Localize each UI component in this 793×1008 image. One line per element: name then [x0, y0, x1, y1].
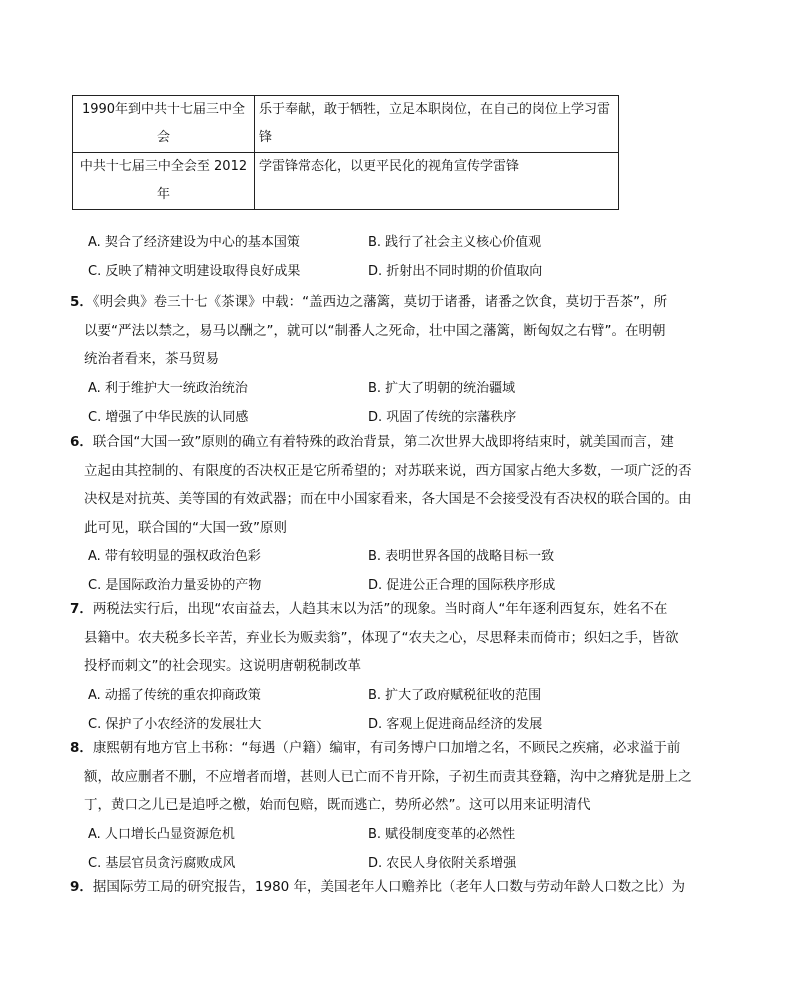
question-5 — [70, 288, 730, 432]
option-b[interactable]: B. 扩大了政府赋税征收的范围 — [368, 687, 542, 703]
option-d[interactable]: D. 农民人身依附关系增强 — [368, 855, 517, 871]
stem-line: 两税法实行后，出现“农亩益去，人趋其末以为活”的现象。当时商人“年年逐利西复东，姓名不在 — [92, 601, 668, 617]
option-d[interactable]: D. 客观上促进商品经济的发展 — [368, 716, 543, 732]
stem-line: 投杼而刺文”的社会现实。这说明唐朝税制改革 — [84, 658, 361, 674]
stem-line: 丁，黄口之儿已是追呼之檄，始而包赔，既而逃亡，势所必然”。这可以用来证明清代 — [84, 797, 591, 813]
question-stem — [70, 873, 730, 902]
question-number: 9． — [70, 879, 93, 895]
option-b[interactable]: B. 扩大了明朝的统治疆域 — [368, 380, 516, 396]
option-d[interactable]: D. 促进公正合理的国际秩序形成 — [368, 578, 556, 593]
stem-line: 联合国“大国一致”原则的确立有着特殊的政治背景，第二次世界大战即将结束时，就美国而言，建 — [92, 434, 674, 450]
option-a[interactable]: A. 契合了经济建设为中心的基本国策 — [88, 235, 300, 250]
stem-line: 额，故应删者不删，不应增者而增，甚则人已亡而不肯开除，子初生而责其登籍，沟中之瘠犹是册上之 — [84, 768, 692, 785]
question-4-options — [70, 228, 730, 286]
option-row — [70, 257, 730, 286]
table-row — [73, 96, 619, 153]
stem-line: 统治者看来，茶马贸易 — [84, 351, 219, 367]
option-a[interactable]: A. 利于维护大一统政治统治 — [88, 380, 248, 396]
option-row — [70, 542, 730, 571]
table-cell-period: 中共十七届三中全会至 2012 年 — [73, 153, 255, 210]
option-c[interactable]: C. 反映了精神文明建设取得良好成果 — [88, 264, 301, 279]
stem-line: 县籍中。农夫税多长辛苦，弃业长为贩卖翁”，体现了“农夫之心，尽思释耒而倚市；织妇之手，皆欲 — [84, 629, 679, 646]
option-c[interactable]: C. 增强了中华民族的认同感 — [88, 409, 249, 425]
option-d[interactable]: D. 巩固了传统的宗藩秩序 — [368, 409, 517, 425]
option-row — [70, 681, 730, 710]
question-number: 8． — [70, 740, 93, 756]
stem-line: 康熙朝有地方官上书称：“每遇（户籍）编审，有司务博户口加增之名，不顾民之疾痛，必求溢于前 — [92, 740, 681, 756]
question-stem — [70, 288, 730, 374]
question-stem — [70, 595, 730, 681]
option-b[interactable]: B. 表明世界各国的战略目标一致 — [368, 549, 555, 564]
option-row — [70, 820, 730, 849]
table-cell-content: 学雷锋常态化，以更平民化的视角宣传学雷锋 — [255, 153, 619, 210]
stem-line: 决权是对抗英、美等国的有效武器；而在中小国家看来，各大国是不会接受没有否决权的联合国的。由 — [84, 491, 692, 507]
option-c[interactable]: C. 是国际政治力量妥协的产物 — [88, 578, 262, 593]
stem-line: 立起由其控制的、有限度的否决权正是它所希望的；对苏联来说，西方国家占绝大多数，一项广泛的否 — [84, 462, 692, 479]
table-row — [73, 153, 619, 210]
question-number: 5． — [70, 294, 93, 310]
option-a[interactable]: A. 人口增长凸显资源危机 — [88, 826, 235, 842]
question-6 — [70, 428, 730, 600]
option-b[interactable]: B. 践行了社会主义核心价值观 — [368, 235, 542, 250]
question-stem — [70, 428, 730, 542]
stem-line: 此可见，联合国的“大国一致”原则 — [84, 519, 287, 536]
comparison-table — [72, 95, 619, 210]
option-c[interactable]: C. 保护了小农经济的发展壮大 — [88, 716, 262, 732]
table-cell-content: 乐于奉献，敢于牺牲，立足本职岗位，在自己的岗位上学习雷锋 — [255, 96, 619, 153]
option-a[interactable]: A. 带有较明显的强权政治色彩 — [88, 549, 261, 564]
option-row — [70, 228, 730, 257]
option-a[interactable]: A. 动摇了传统的重农抑商政策 — [88, 687, 261, 703]
question-number: 7． — [70, 601, 93, 617]
option-c[interactable]: C. 基层官员贪污腐败成风 — [88, 855, 236, 871]
question-7 — [70, 595, 730, 739]
question-stem — [70, 734, 730, 820]
stem-line: 《明会典》卷三十七《茶课》中载：“盖西边之藩篱，莫切于诸番，诸番之饮食，莫切于吾茶”，所 — [92, 294, 668, 310]
question-9 — [70, 873, 730, 902]
table-cell-period: 1990年到中共十七届三中全会 — [73, 96, 255, 153]
question-number: 6． — [70, 434, 93, 450]
option-b[interactable]: B. 赋役制度变革的必然性 — [368, 826, 516, 842]
stem-line: 据国际劳工局的研究报告，1980 年，美国老年人口赡养比（老年人口数与劳动年龄人口数之比）为 — [92, 879, 686, 895]
option-d[interactable]: D. 折射出不同时期的价值取向 — [368, 264, 543, 279]
question-8 — [70, 734, 730, 878]
option-row — [70, 374, 730, 403]
stem-line: 以要“严法以禁之，易马以酬之”，就可以“制番人之死命，壮中国之藩篱，断匈奴之右臂”。在明朝 — [84, 322, 666, 339]
